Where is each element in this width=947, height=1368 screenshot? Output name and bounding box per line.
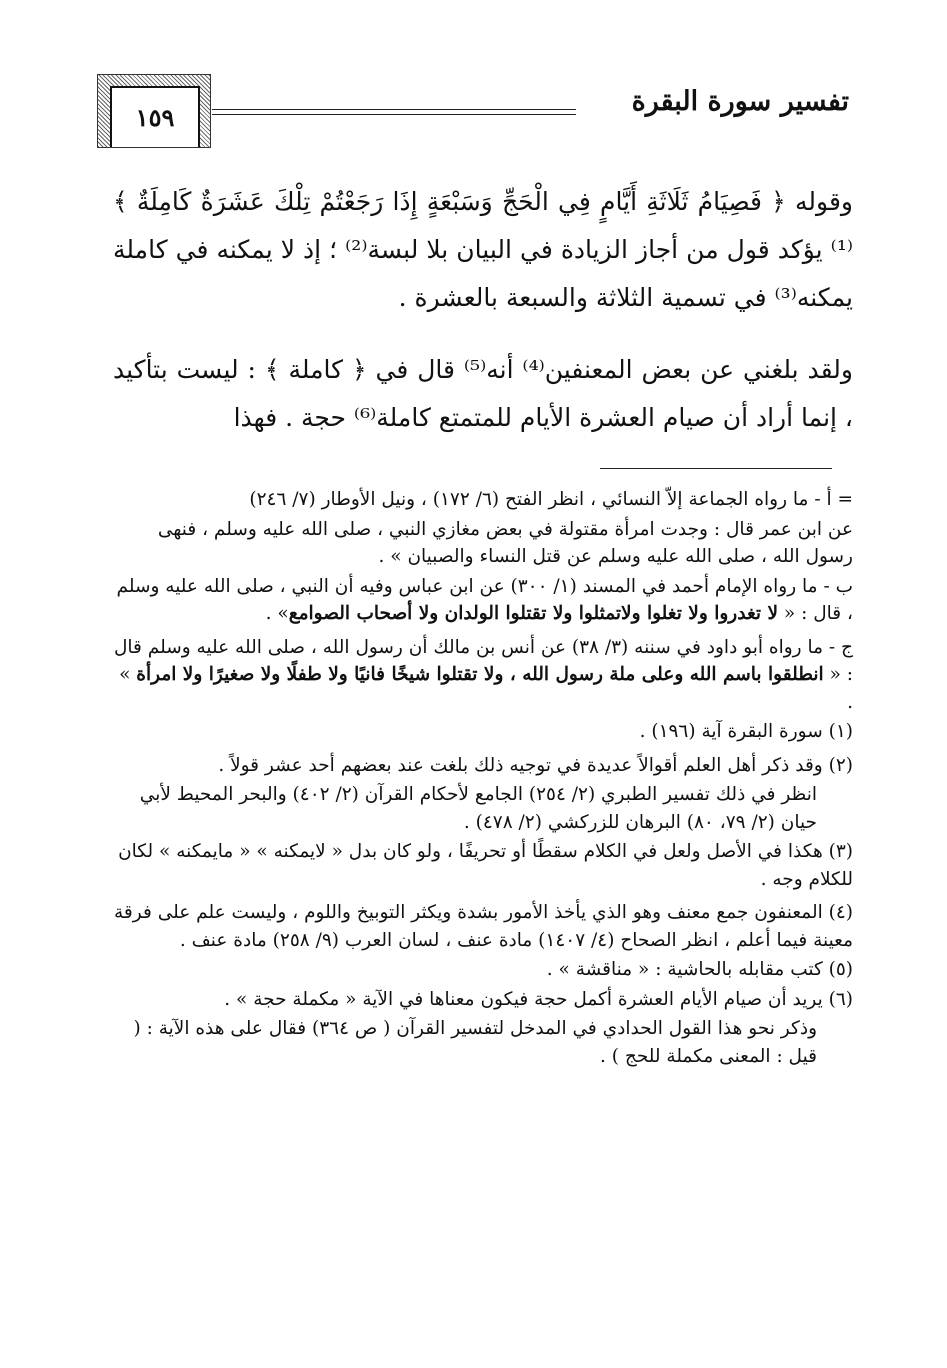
footnote-c-end: » . xyxy=(119,664,853,713)
body-paragraph-2: ولقد بلغني عن بعض المعنفين⁽⁴⁾ أنه⁽⁵⁾ قال في ﴿ كاملة ﴾ : ليست بتأكيد ، إنما أراد أن صيام العشرة الأيام للمتمتع كاملة⁽⁶⁾ حجة . فهذا xyxy=(113,355,853,432)
running-title: تفسير سورة البقرة xyxy=(631,86,849,117)
page-number: ١٥٩ xyxy=(110,86,200,147)
footnote-continuation-c xyxy=(111,634,853,717)
footnote-2: (٢) وقد ذكر أهل العلم أقوالاً عديدة في توجيه ذلك بلغت عند بعضهم أحد عشر قولاً . xyxy=(218,754,853,776)
footnote-separator xyxy=(600,468,832,469)
body-paragraph-1: وقوله ﴿ فَصِيَامُ ثَلَاثَةِ أَيَّامٍ فِي الْحَجِّ وَسَبْعَةٍ إِذَا رَجَعْتُمْ تِلْكَ عَشَرَةٌ كَامِلَةٌ ﴾⁽¹⁾ يؤكد قول من أجاز الزيادة في البيان بلا لبسة⁽²⁾ ؛ إذ لا يمكنه في كاملة يمكنه⁽³⁾ في تسمية الثلاثة والسبعة بالعشرة . xyxy=(113,187,853,312)
footnote-continuation-b xyxy=(111,573,853,628)
footnote-2-continuation: انظر في ذلك تفسير الطبري (٢/ ٢٥٤) الجامع لأحكام القرآن (٢/ ٤٠٢) والبحر المحيط لأبي حيان (٢/ ٧٩، ٨٠) البرهان للزركشي (٢/ ٤٧٨) . xyxy=(139,784,817,833)
footnote-4: (٤) المعنفون جمع معنف وهو الذي يأخذ الأمور بشدة ويكثر التوبيخ واللوم ، وليست علم على فرقة معينة فيما أعلم ، انظر الصحاح (٤/ ١٤٠٧) مادة عنف ، لسان العرب (٩/ ٢٥٨) مادة عنف . xyxy=(114,902,853,951)
footnote-5: (٥) كتب مقابله بالحاشية : « مناقشة » . xyxy=(546,959,853,980)
page-number-box xyxy=(97,74,211,148)
footnote-3: (٣) هكذا في الأصل ولعل في الكلام سقطًا أو تحريفًا ، ولو كان بدل « لايمكنه » « مايمكنه » لكان للكلام وجه . xyxy=(118,841,853,890)
header-rule xyxy=(212,109,576,115)
footnote-c-text: ج - ما رواه أبو داود في سننه (٣/ ٣٨) عن أنس بن مالك أن رسول الله ، صلى الله عليه وسلم قال : « xyxy=(113,636,853,685)
footnote-b-text: ب - ما رواه الإمام أحمد في المسند (١/ ٣٠٠) عن ابن عباس وفيه أن النبي ، صلى الله عليه وسلم ، قال : « xyxy=(116,575,853,624)
footnote-c-hadith: انطلقوا باسم الله وعلى ملة رسول الله ، ولا تقتلوا شيخًا فانيًا ولا طفلًا ولا صغيرًا ولا امرأة xyxy=(136,664,824,685)
footnote-1: (١) سورة البقرة آية (١٩٦) . xyxy=(639,721,853,742)
footnote-b-end: » . xyxy=(265,603,289,624)
footnote-b-hadith: لا تغدروا ولا تغلوا ولاتمثلوا ولا تقتلوا الولدان ولا أصحاب الصوامع xyxy=(288,603,779,624)
footnotes xyxy=(111,486,853,1072)
footnote-continuation-a-line2: عن ابن عمر قال : وجدت امرأة مقتولة في بعض مغازي النبي ، صلى الله عليه وسلم ، فنهى رسول الله ، صلى الله عليه وسلم عن قتل النساء والصبيان » . xyxy=(157,518,853,567)
footnote-6: (٦) يريد أن صيام الأيام العشرة أكمل حجة فيكون معناها في الآية « مكملة حجة » . xyxy=(224,988,853,1010)
footnote-6-continuation: وذكر نحو هذا القول الحدادي في المدخل لتفسير القرآن ( ص ٣٦٤) فقال على هذه الآية : ( قيل : المعنى مكملة للحج ) . xyxy=(133,1018,817,1067)
footnote-continuation-a-line1: = أ - ما رواه الجماعة إلاّ النسائي ، انظر الفتح (٦/ ١٧٢) ، ونيل الأوطار (٧/ ٢٤٦) xyxy=(249,489,853,510)
